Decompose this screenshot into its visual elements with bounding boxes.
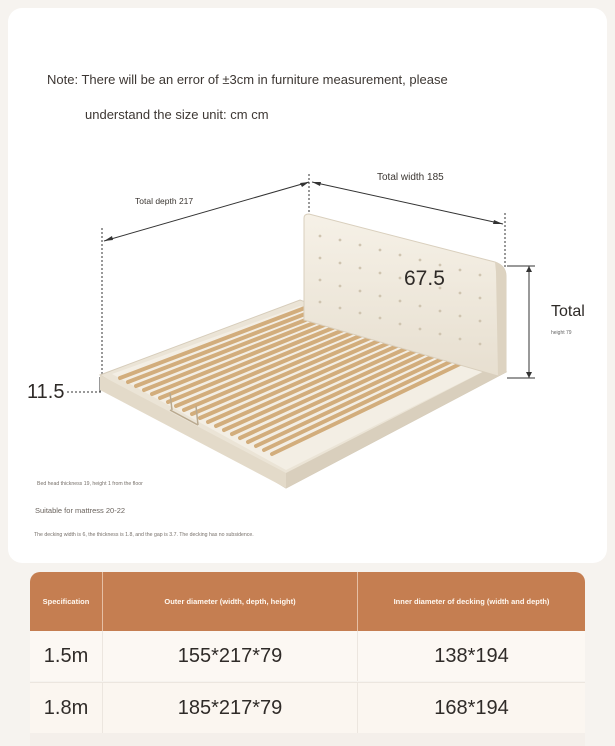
outer-cell: 155*217*79 [177, 644, 283, 667]
total-width-label: Total width 185 [377, 172, 444, 183]
table-header [30, 572, 585, 631]
table-row [30, 682, 585, 733]
spec-cell: 1.5m [43, 644, 89, 667]
outer-cell: 185*217*79 [177, 696, 283, 719]
depth-line [104, 182, 309, 241]
inner-cell: 168*194 [434, 696, 509, 719]
frame-height-label: 11.5 [27, 381, 65, 403]
table-row [30, 631, 585, 681]
total-height-label: Total [551, 303, 585, 320]
header-outer-diameter: Outer diameter (width, depth, height) [164, 597, 296, 606]
header-inner-diameter: Inner diameter of decking (width and depth) [393, 597, 550, 606]
note-line-1: Note: There will be an error of ±3cm in furniture measurement, please [47, 72, 448, 87]
bed-dimension-diagram [0, 160, 615, 500]
table-row-partial [30, 733, 585, 746]
headboard-height-label: 67.5 [404, 267, 445, 290]
inner-cell: 138*194 [434, 644, 509, 667]
headboard-note: Bed head thickness 19, height 1 from the floor [37, 481, 143, 487]
total-height-value: height 79 [551, 330, 572, 336]
note-line-2: understand the size unit: cm cm [85, 107, 269, 122]
decking-note: The decking width is 6, the thickness is 1.8, and the gap is 3.7. The decking has no subsidence. [34, 532, 254, 538]
mattress-note: Suitable for mattress 20-22 [35, 506, 126, 515]
header-specification: Specification [42, 597, 90, 606]
width-line [312, 182, 503, 224]
spec-cell: 1.8m [43, 696, 89, 719]
total-depth-label: Total depth 217 [135, 196, 194, 206]
spec-table [30, 572, 585, 746]
